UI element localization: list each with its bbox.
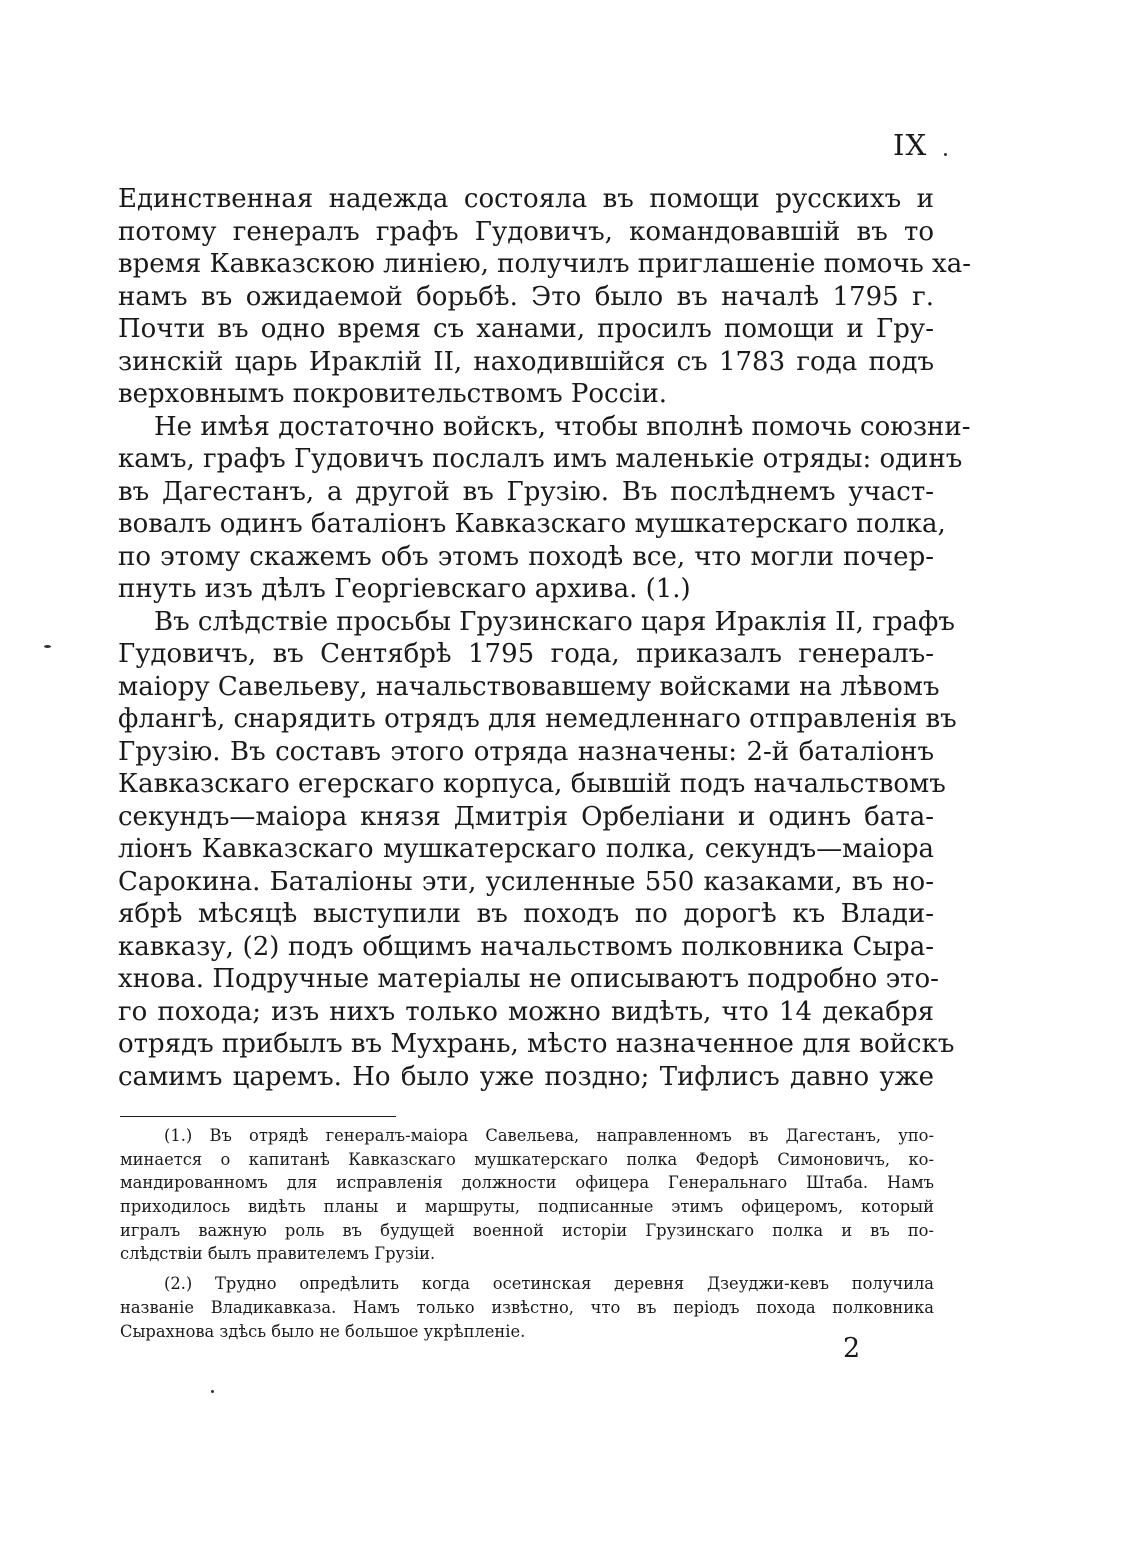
text-line: время Кавказскою линіею, получилъ приглашеніе помочь ха- bbox=[118, 249, 972, 279]
text-line: хнова. Подручные матеріалы не описываютъ подробно это- bbox=[118, 964, 939, 994]
text-line: камъ, графъ Гудовичъ послалъ имъ маленькіе отряды: одинъ bbox=[118, 444, 963, 474]
text-line: отрядъ прибылъ въ Мухрань, мѣсто назначенное для войскъ bbox=[118, 1029, 955, 1059]
text-line: ліонъ Кавказскаго мушкатерскаго полка, секундъ—маіора bbox=[118, 834, 934, 864]
footnote-line: мандированномъ для исправленія должности офицера Генеральнаго Штаба. Намъ bbox=[120, 1173, 934, 1193]
scan-speck bbox=[211, 1390, 214, 1393]
text-line: въ Дагестанъ, а другой въ Грузію. Въ послѣднемъ участ- bbox=[118, 476, 934, 507]
footnote-line: приходилось видѣть планы и маршруты, подписанные этимъ офицеромъ, который bbox=[120, 1197, 934, 1217]
footnote-line: (1.) Въ отрядѣ генералъ-маіора Савельева, направленномъ въ Дагестанъ, упо- bbox=[164, 1126, 934, 1145]
footnote-line: названіе Владикавказа. Намъ только извѣстно, что въ періодъ похода полковника bbox=[120, 1297, 934, 1317]
scan-speck bbox=[944, 153, 947, 156]
text-line: Грузію. Въ составъ этого отряда назначены: 2-й баталіонъ bbox=[118, 736, 934, 767]
text-line: Не имѣя достаточно войскъ, чтобы вполнѣ помочь союзни- bbox=[154, 411, 971, 442]
text-line: верховнымъ покровительствомъ Россіи. bbox=[118, 379, 668, 409]
footnote bbox=[120, 1272, 934, 1343]
paragraph bbox=[118, 606, 957, 1094]
footnote-line: слѣдствіи былъ правителемъ Грузіи. bbox=[120, 1244, 436, 1264]
footnote-line: (2.) Трудно опредѣлить когда осетинская деревня Дзеуджи-кевъ получила bbox=[164, 1274, 934, 1294]
footnote bbox=[120, 1124, 934, 1266]
text-line: пнуть изъ дѣлъ Георгіевскаго архива. (1.) bbox=[118, 574, 691, 604]
text-line: вовалъ одинъ баталіонъ Кавказскаго мушкатерскаго полка, bbox=[118, 509, 946, 539]
footnote-line: игралъ важную роль въ будущей военной исторіи Грузинскаго полка и въ по- bbox=[120, 1220, 934, 1240]
text-line: зинскій царь Ираклій II, находившійся съ 1783 года подъ bbox=[118, 346, 934, 377]
text-line: Сарокина. Баталіоны эти, усиленные 550 казаками, въ но- bbox=[118, 866, 934, 897]
footnote-rule bbox=[120, 1116, 396, 1117]
text-line: Почти въ одно время съ ханами, просилъ помощи и Гру- bbox=[118, 314, 934, 344]
scan-speck bbox=[44, 645, 51, 648]
text-line: Единственная надежда состояла въ помощи русскихъ и bbox=[118, 184, 934, 214]
running-head: IX bbox=[893, 128, 928, 162]
text-line: по этому скажемъ объ этомъ походѣ все, что могли почер- bbox=[118, 541, 934, 572]
text-line: го похода; изъ нихъ только можно видѣть, что 14 декабря bbox=[118, 996, 934, 1027]
text-line: Кавказскаго егерскаго корпуса, бывшій подъ начальствомъ bbox=[118, 769, 946, 799]
page-number: 2 bbox=[843, 1333, 861, 1364]
paragraph bbox=[118, 183, 972, 411]
text-line: секундъ—маіора князя Дмитрія Орбеліани и одинъ бата- bbox=[118, 801, 934, 832]
footnotes bbox=[120, 1124, 934, 1343]
text-line: намъ въ ожидаемой борьбѣ. Это было въ началѣ 1795 г. bbox=[118, 281, 934, 312]
text-line: самимъ царемъ. Но было уже поздно; Тифлисъ давно уже bbox=[118, 1061, 934, 1092]
text-line: Гудовичъ, въ Сентябрѣ 1795 года, приказалъ генералъ- bbox=[118, 639, 934, 669]
main-text bbox=[118, 183, 972, 1093]
text-line: Въ слѣдствіе просьбы Грузинскаго царя Ираклія II, графъ bbox=[154, 606, 955, 637]
paragraph bbox=[118, 411, 971, 606]
footnote-line: Сырахнова здѣсь было не большое укрѣпленіе. bbox=[120, 1321, 526, 1341]
text-line: маіору Савельеву, начальствовавшему войсками на лѣвомъ bbox=[118, 671, 940, 702]
footnote-line: минается о капитанѣ Кавказскаго мушкатерскаго полка Федорѣ Симоновичъ, ко- bbox=[120, 1149, 934, 1169]
text-line: флангѣ, снарядить отрядъ для немедленнаго отправленія въ bbox=[118, 704, 957, 734]
text-line: ябрѣ мѣсяцѣ выступили въ походъ по дорогѣ къ Влади- bbox=[118, 899, 934, 929]
text-line: потому генералъ графъ Гудовичъ, командовавшій въ то bbox=[118, 216, 934, 247]
text-line: кавказу, (2) подъ общимъ начальствомъ полковника Сыра- bbox=[118, 931, 934, 962]
